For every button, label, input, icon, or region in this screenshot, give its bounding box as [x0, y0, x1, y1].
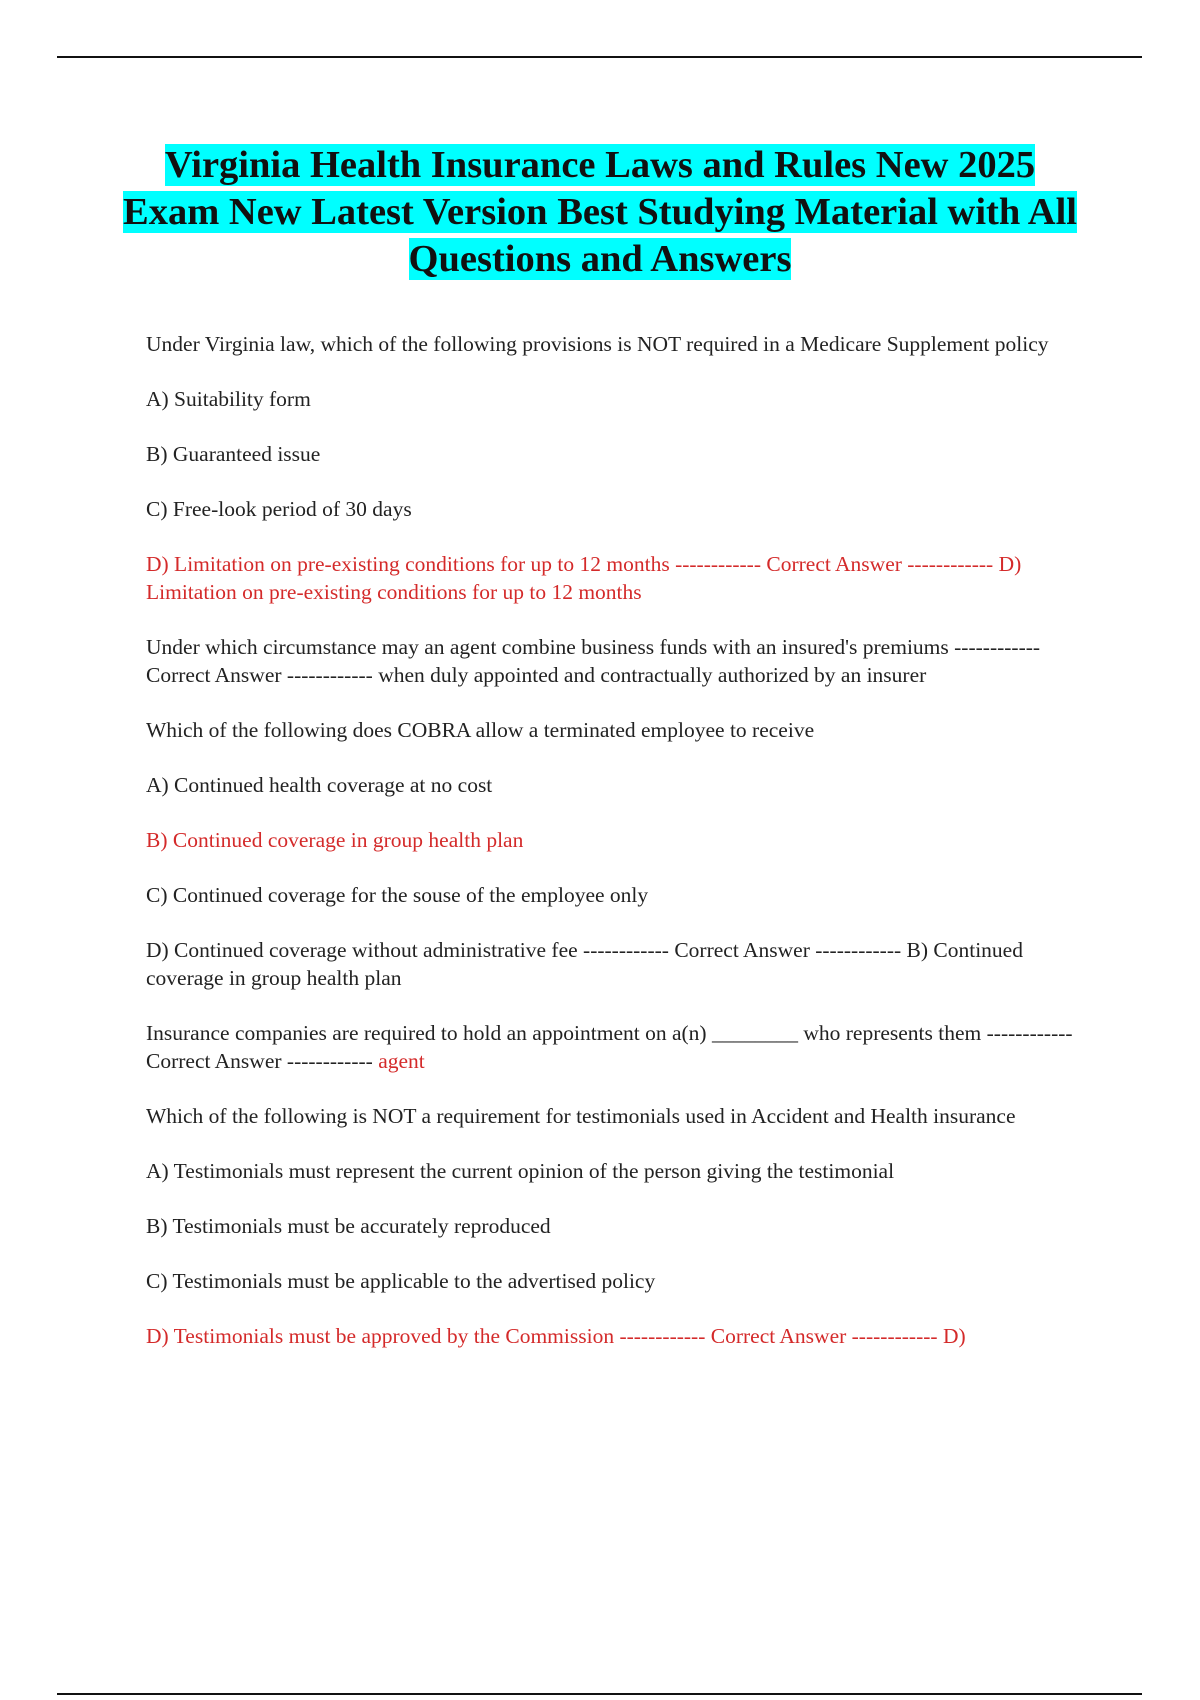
q4-question	[146, 1019, 1096, 1075]
q1-question: Under Virginia law, which of the following provisions is NOT required in a Medicare Supplement policy	[146, 332, 1049, 356]
q5-option-a: A) Testimonials must represent the current opinion of the person giving the testimonial	[146, 1159, 895, 1183]
document-title	[120, 142, 1080, 283]
title-highlight: Virginia Health Insurance Laws and Rules New 2025 Exam New Latest Version Best Studying Material with All Questions and Answers	[123, 144, 1077, 280]
q5-option-c: C) Testimonials must be applicable to the advertised policy	[146, 1269, 656, 1293]
bottom-divider	[57, 1693, 1142, 1695]
q1-option-d-answer: D) Limitation on pre-existing conditions for up to 12 months ------------ Correct Answer ------------ D) Limitation on pre-existing conditions for up to 12 months	[146, 552, 1022, 604]
q3-question: Which of the following does COBRA allow a terminated employee to receive	[146, 718, 815, 742]
q1-option-b: B) Guaranteed issue	[146, 442, 321, 466]
q2-question-answer: Under which circumstance may an agent combine business funds with an insured's premiums ------------ Correct Answer ------------ when duly appointed and contractually authorized by an insurer	[146, 635, 1041, 687]
top-divider	[57, 56, 1142, 58]
q3-option-a: A) Continued health coverage at no cost	[146, 773, 493, 797]
q5-option-b: B) Testimonials must be accurately reproduced	[146, 1214, 551, 1238]
q3-option-b-correct: B) Continued coverage in group health plan	[146, 828, 524, 852]
q3-option-d-answer: D) Continued coverage without administrative fee ------------ Correct Answer ------------ B) Continued coverage in group health plan	[146, 938, 1023, 990]
q4-answer: agent	[378, 1049, 425, 1073]
q3-option-c: C) Continued coverage for the souse of the employee only	[146, 883, 649, 907]
q1-option-c: C) Free-look period of 30 days	[146, 497, 412, 521]
q5-question: Which of the following is NOT a requirement for testimonials used in Accident and Health insurance	[146, 1104, 1016, 1128]
document-body	[146, 330, 1096, 1377]
q1-option-a: A) Suitability form	[146, 387, 311, 411]
q5-option-d-answer: D) Testimonials must be approved by the Commission ------------ Correct Answer ------------ D)	[146, 1324, 966, 1348]
q4-text: Insurance companies are required to hold an appointment on a(n) ________ who represents them ------------ Correct Answer ------------	[146, 1021, 1073, 1073]
